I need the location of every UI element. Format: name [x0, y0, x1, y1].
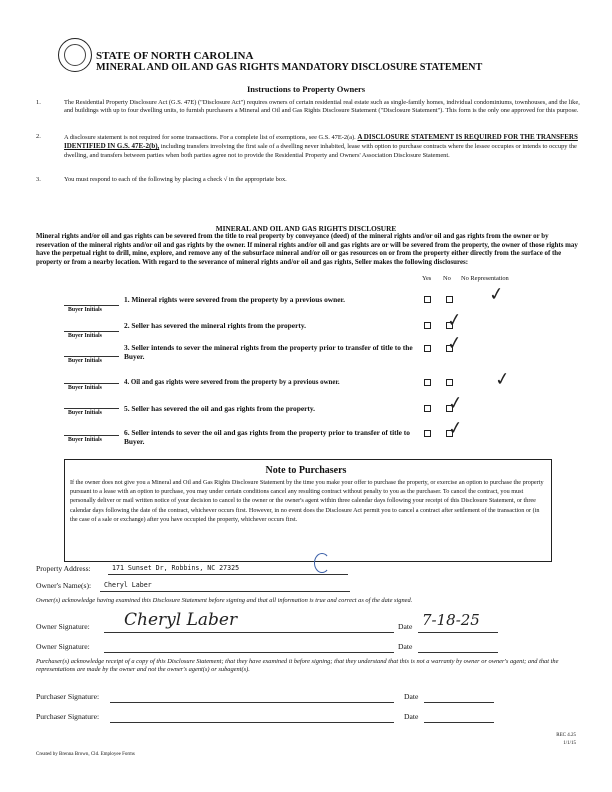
form-title: MINERAL AND OIL AND GAS RIGHTS MANDATORY DISCLOSURE STATEMENT — [96, 62, 483, 73]
q6-yes-checkbox[interactable] — [424, 430, 431, 437]
mineral-section-paragraph: Mineral rights and/or oil and gas rights can be severed from the title to real property by conveyance (deed) of the mineral rights and/or oil and gas rights from the owner or by reservation of the mineral rights and/or oil and gas rights by the owner. If mineral rights and/or oil and gas rights are or will be severed from the property, the owner of those rights may have the perpetual right to drill, mine, explore, and remove any of the subsurface mineral and/or oil or gas resources on or from the property either directly from the surface of the property or from a nearby location. With regard to the severance of mineral rights and/or oil and gas rights, Seller makes the following disclosures: — [36, 233, 578, 266]
q6-no-check: ✓ — [446, 417, 465, 440]
owner-acknowledgement: Owner(s) acknowledge having examined this Disclosure Statement before signing and that all information is true and correct as of the date signed. — [36, 597, 413, 604]
q4-yes-checkbox[interactable] — [424, 379, 431, 386]
owners-name-line — [100, 591, 350, 592]
purchaser-signature-label-2: Purchaser Signature: — [36, 712, 100, 721]
q2-yes-checkbox[interactable] — [424, 322, 431, 329]
owner-signature-label-1: Owner Signature: — [36, 622, 90, 631]
buyer-initials-label-1: Buyer Initials — [68, 307, 102, 313]
buyer-initials-line-1[interactable] — [64, 305, 119, 306]
form-revision: 1/1/15 — [563, 741, 576, 746]
form-title-state: STATE OF NORTH CAROLINA — [96, 50, 254, 62]
question-4: 4. Oil and gas rights were severed from the property by a previous owner. — [124, 379, 340, 386]
question-6: 6. Seller intends to sever the oil and gas rights from the property prior to transfer of title to Buyer. — [124, 428, 410, 446]
q2-no-check: ✓ — [445, 309, 464, 332]
question-1: 1. Mineral rights were severed from the property by a previous owner. — [124, 295, 345, 304]
owner-date-line-1 — [418, 632, 498, 633]
question-5: 5. Seller has severed the oil and gas rights from the property. — [124, 404, 316, 413]
mineral-section-heading: MINERAL AND OIL AND GAS RIGHTS DISCLOSURE — [215, 224, 397, 233]
q5-no-check: ✓ — [446, 392, 465, 415]
purchaser-date-line-2[interactable] — [424, 722, 494, 723]
owner-date-label-1: Date — [398, 622, 413, 631]
instruction-num-2: 2. — [36, 133, 41, 140]
purchaser-date-line-1[interactable] — [424, 702, 494, 703]
owner-date-line-2[interactable] — [418, 652, 498, 653]
instruction-num-1: 1. — [36, 99, 41, 106]
owners-name-label: Owner's Name(s): — [36, 581, 92, 590]
purchaser-signature-line-2[interactable] — [110, 722, 394, 723]
purchaser-acknowledgement: Purchaser(s) acknowledge receipt of a copy of this Disclosure Statement; that they have examined it before signing; that they understand that this is not a warranty by owner or owner's agent; and that the representations are made by the owner and not the owner's agent(s) or subagent(s). — [36, 658, 559, 674]
instruction-3: You must respond to each of the following by placing a check √ in the appropriate box. — [64, 176, 287, 183]
property-address-line — [108, 574, 348, 575]
buyer-initials-line-4[interactable] — [64, 383, 119, 384]
owner-date-1[interactable]: 7-18-25 — [422, 611, 480, 629]
instruction-2: A disclosure statement is not required for some transactions. For a complete list of exemptions, see G.S. 47E-2(a). A DISCLOSURE STATEMENT IS REQUIRED FOR THE TRANSFERS IDENTIFIED IN G.S. 47E-2(b), including transfers involving the first sale of a dwelling never inhabited, lease with option to purchase contracts where the lessee occupies or intends to occupy the dwelling, and transfers between parties when both parties agree not to provide the Residential Property and Owners' Association Disclosure Statement. — [64, 133, 578, 159]
owner-signature-line-2[interactable] — [104, 652, 394, 653]
state-seal-icon — [58, 38, 92, 72]
q5-yes-checkbox[interactable] — [424, 405, 431, 412]
buyer-initials-label-4: Buyer Initials — [68, 385, 102, 391]
q3-no-check: ✓ — [445, 332, 464, 355]
q4-no-checkbox[interactable] — [446, 379, 453, 386]
ink-mark-icon — [314, 553, 330, 573]
buyer-initials-line-3[interactable] — [64, 356, 119, 357]
owner-signature-label-2: Owner Signature: — [36, 642, 90, 651]
q1-yes-checkbox[interactable] — [424, 296, 431, 303]
col-no: No — [443, 275, 451, 282]
buyer-initials-label-2: Buyer Initials — [68, 333, 102, 339]
purchaser-date-label-1: Date — [404, 692, 419, 701]
buyer-initials-line-2[interactable] — [64, 331, 119, 332]
buyer-initials-label-5: Buyer Initials — [68, 410, 102, 416]
instruction-1: The Residential Property Disclosure Act (G.S. 47E) ("Disclosure Act") requires owners of certain residential real estate such as single-family homes, individual condominiums, townhouses, and the like, and buildings with up to four dwelling units, to furnish purchasers a Mineral and Oil and Gas Rights Disclosure Statement ("Disclosure Statement"). This form is the only one approved for this purpose. — [64, 99, 580, 115]
note-text: If the owner does not give you a Mineral and Oil and Gas Rights Disclosure Statement by the time you make your offer to purchase the property, or exercise an option to purchase the property pursuant to a lease with an option to purchase, you may under certain conditions cancel any resulting contract without penalty to you as the purchaser. To cancel the contract, you must personally deliver or mail written notice of your decision to cancel to the owner or the owner's agent within three calendar days following your receipt of this Disclosure Statement, or three calendar days following the date of the contract, whichever occurs first. However, in no event does the Disclosure Act permit you to cancel a contract after settlement of the transaction or (in the case of a sale or exchange) after you have occupied the property, whichever occurs first. — [70, 479, 544, 523]
col-yes: Yes — [422, 275, 432, 282]
owners-name-field[interactable]: Cheryl Laber — [104, 581, 152, 589]
purchaser-signature-label-1: Purchaser Signature: — [36, 692, 100, 701]
owner-signature-line-1 — [104, 632, 394, 633]
property-address-label: Property Address: — [36, 564, 91, 573]
footer-credit: Created by Brenna Brown, Cld. Employee Forms — [36, 752, 135, 757]
buyer-initials-line-6[interactable] — [64, 435, 119, 436]
owner-date-label-2: Date — [398, 642, 413, 651]
purchaser-date-label-2: Date — [404, 712, 419, 721]
purchaser-signature-line-1[interactable] — [110, 702, 394, 703]
note-heading: Note to Purchasers — [265, 465, 347, 476]
buyer-initials-label-3: Buyer Initials — [68, 358, 102, 364]
q1-no-checkbox[interactable] — [446, 296, 453, 303]
question-3: 3. Seller intends to sever the mineral rights from the property prior to transfer of title to the Buyer. — [124, 343, 413, 361]
question-2: 2. Seller has severed the mineral rights from the property. — [124, 321, 306, 330]
q4-no-representation-check[interactable]: ✓ — [493, 368, 512, 391]
q3-yes-checkbox[interactable] — [424, 345, 431, 352]
buyer-initials-line-5[interactable] — [64, 408, 119, 409]
instruction-num-3: 3. — [36, 176, 41, 183]
owner-signature-1[interactable]: Cheryl Laber — [124, 610, 238, 630]
form-code: REC 4.25 — [556, 733, 576, 738]
q1-no-representation-check[interactable]: ✓ — [487, 283, 506, 306]
instructions-heading: Instructions to Property Owners — [246, 84, 366, 94]
col-no-representation: No Representation — [461, 275, 509, 282]
property-address-field[interactable]: 171 Sunset Dr, Robbins, NC 27325 — [112, 564, 240, 572]
buyer-initials-label-6: Buyer Initials — [68, 437, 102, 443]
